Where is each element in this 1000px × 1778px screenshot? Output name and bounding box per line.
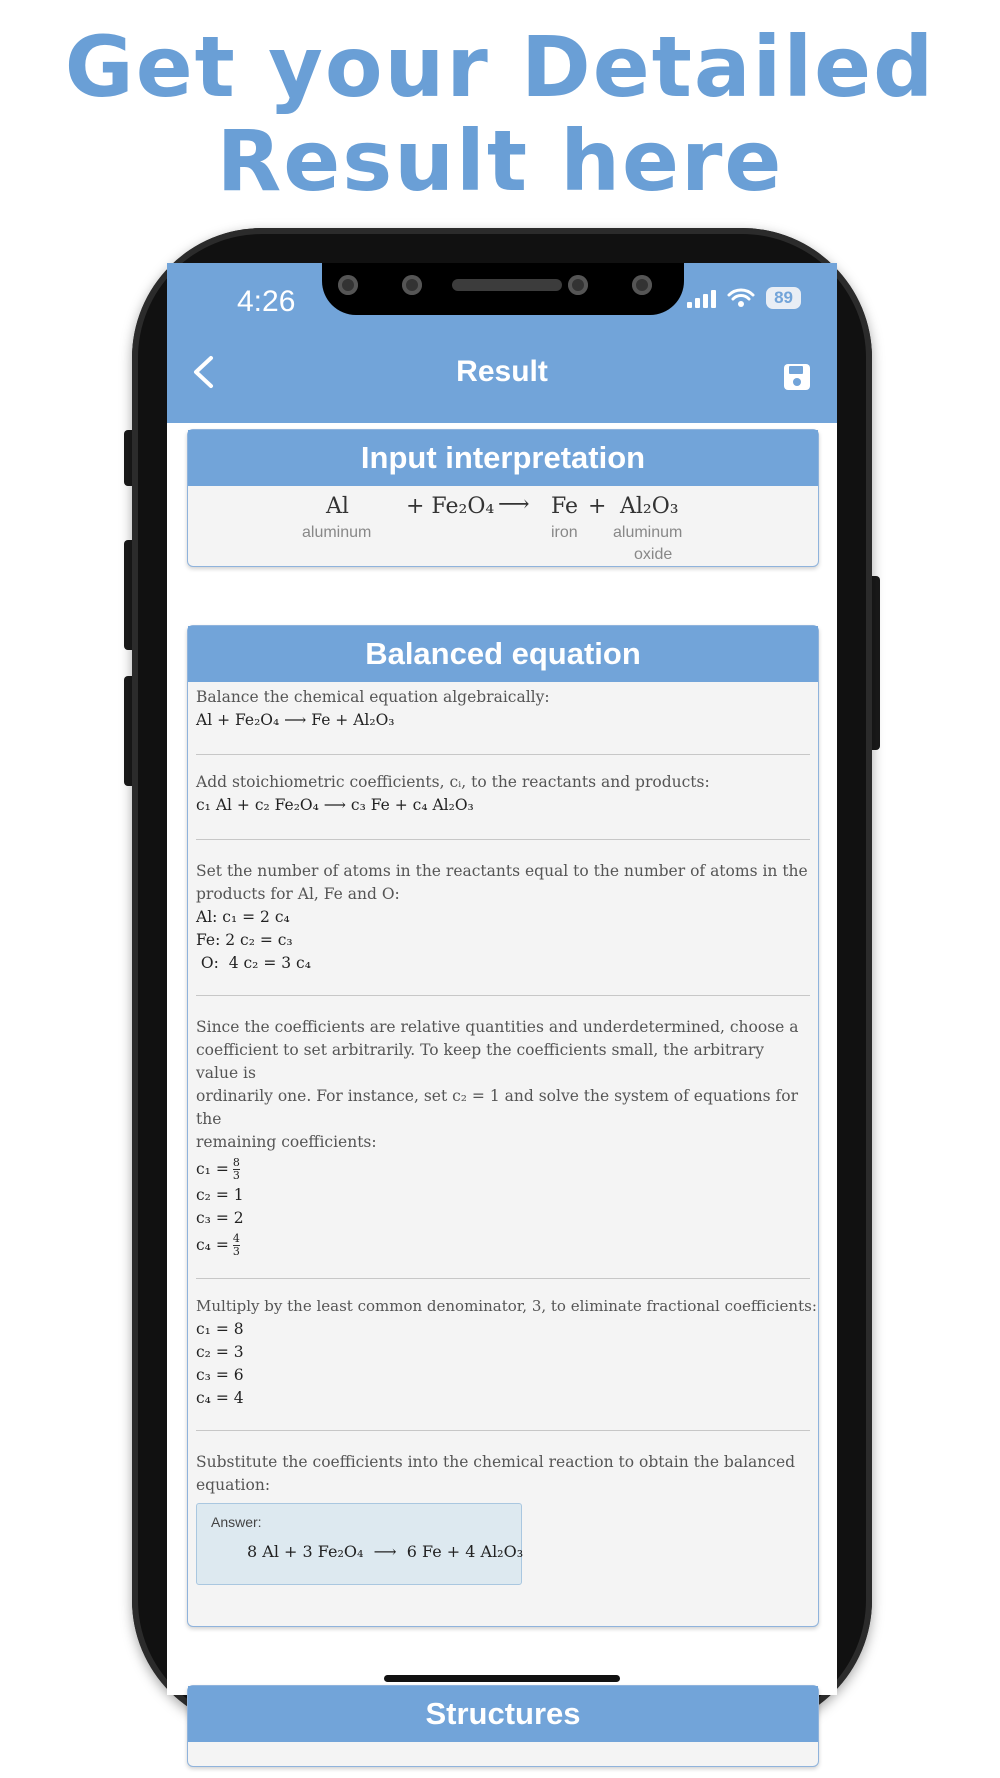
reactant-formula: Al xyxy=(326,494,349,519)
step-text: Since the coefficients are relative quantities and underdetermined, choose a xyxy=(196,1018,799,1036)
status-time: 4:26 xyxy=(237,285,296,318)
product-formula: Fe xyxy=(551,494,579,519)
camera-icon xyxy=(338,275,358,295)
step-equation: c₃ = 2 xyxy=(196,1209,244,1227)
step-1 xyxy=(188,682,818,732)
step-equation: c₁ = 8 xyxy=(196,1320,244,1338)
answer-box xyxy=(196,1503,522,1585)
card-title: Input interpretation xyxy=(188,430,818,486)
step-text: Multiply by the least common denominator, 3, to eliminate fractional coefficients: xyxy=(196,1297,817,1315)
step-equation: Al: c₁ = 2 c₄ xyxy=(196,908,290,926)
input-interpretation-card xyxy=(187,429,819,567)
phone-screen xyxy=(167,263,837,1731)
card-title: Balanced equation xyxy=(188,626,818,682)
step-equation xyxy=(196,1154,810,1184)
speaker-grille xyxy=(452,279,562,291)
fraction-denominator: 3 xyxy=(232,1168,240,1182)
product-name: iron xyxy=(551,524,578,541)
equation-lhs: c₄ = xyxy=(196,1235,229,1254)
step-text: Balance the chemical equation algebraically: xyxy=(196,688,550,706)
step-text: Substitute the coefficients into the chemical reaction to obtain the balanced xyxy=(196,1453,796,1471)
promo-line-2: Result here xyxy=(216,112,784,210)
balanced-equation-card xyxy=(187,625,819,1627)
step-equation: c₄ = 4 xyxy=(196,1389,244,1407)
step-equation: c₁ Al + c₂ Fe₂O₄ ⟶ c₃ Fe + c₄ Al₂O₃ xyxy=(196,796,474,814)
answer-equation: 8 Al + 3 Fe₂O₄ ⟶ 6 Fe + 4 Al₂O₃ xyxy=(247,1542,524,1561)
step-6 xyxy=(188,1431,818,1497)
step-2 xyxy=(188,755,818,817)
step-equation: O: 4 c₂ = 3 c₄ xyxy=(196,954,311,972)
answer-label: Answer: xyxy=(211,1514,262,1530)
card-title: Structures xyxy=(188,1686,818,1742)
structures-card xyxy=(187,1685,819,1767)
product-name: oxide xyxy=(634,546,673,563)
result-content[interactable] xyxy=(167,423,837,1731)
step-text: coefficient to set arbitrarily. To keep the coefficients small, the arbitrary value is xyxy=(196,1041,765,1082)
step-3 xyxy=(188,840,818,975)
promo-heading xyxy=(0,20,1000,208)
signal-icon xyxy=(687,288,716,308)
step-equation xyxy=(196,1230,810,1260)
promo-line-1: Get your Detailed xyxy=(64,18,936,116)
reactant-name: aluminum xyxy=(302,524,372,541)
fraction-numerator: 4 xyxy=(232,1231,240,1245)
step-equation: Fe: 2 c₂ = c₃ xyxy=(196,931,293,949)
camera-icon xyxy=(632,275,652,295)
step-text: products for Al, Fe and O: xyxy=(196,885,400,903)
top-app-bar xyxy=(167,263,837,423)
step-equation: c₂ = 1 xyxy=(196,1186,244,1204)
battery-icon: 89 xyxy=(766,287,801,309)
step-text: Add stoichiometric coefficients, cᵢ, to the reactants and products: xyxy=(196,773,710,791)
step-4 xyxy=(188,996,818,1260)
step-text: remaining coefficients: xyxy=(196,1133,377,1151)
notch xyxy=(322,263,684,315)
wifi-icon xyxy=(728,288,754,308)
step-equation: c₂ = 3 xyxy=(196,1343,244,1361)
reactant-formula: + Fe₂O₄ xyxy=(406,494,495,519)
save-icon[interactable] xyxy=(783,363,811,391)
sensor-icon xyxy=(402,275,422,295)
step-5 xyxy=(188,1279,818,1410)
product-name: aluminum xyxy=(613,524,683,541)
plus-sign: + xyxy=(588,494,607,519)
fraction-denominator: 3 xyxy=(232,1244,240,1258)
product-formula: Al₂O₃ xyxy=(620,494,679,519)
reaction-arrow: ⟶ xyxy=(498,492,530,517)
step-text: equation: xyxy=(196,1476,271,1494)
step-equation: Al + Fe₂O₄ ⟶ Fe + Al₂O₃ xyxy=(196,711,395,729)
home-indicator[interactable] xyxy=(384,1675,620,1682)
step-equation: c₃ = 6 xyxy=(196,1366,244,1384)
step-text: Set the number of atoms in the reactants equal to the number of atoms in the xyxy=(196,862,808,880)
equation-lhs: c₁ = xyxy=(196,1159,229,1178)
status-indicators xyxy=(687,287,801,309)
step-text: ordinarily one. For instance, set c₂ = 1 and solve the system of equations for the xyxy=(196,1087,798,1128)
sensor-icon xyxy=(568,275,588,295)
fraction-numerator: 8 xyxy=(232,1155,240,1169)
page-title: Result xyxy=(456,355,548,388)
